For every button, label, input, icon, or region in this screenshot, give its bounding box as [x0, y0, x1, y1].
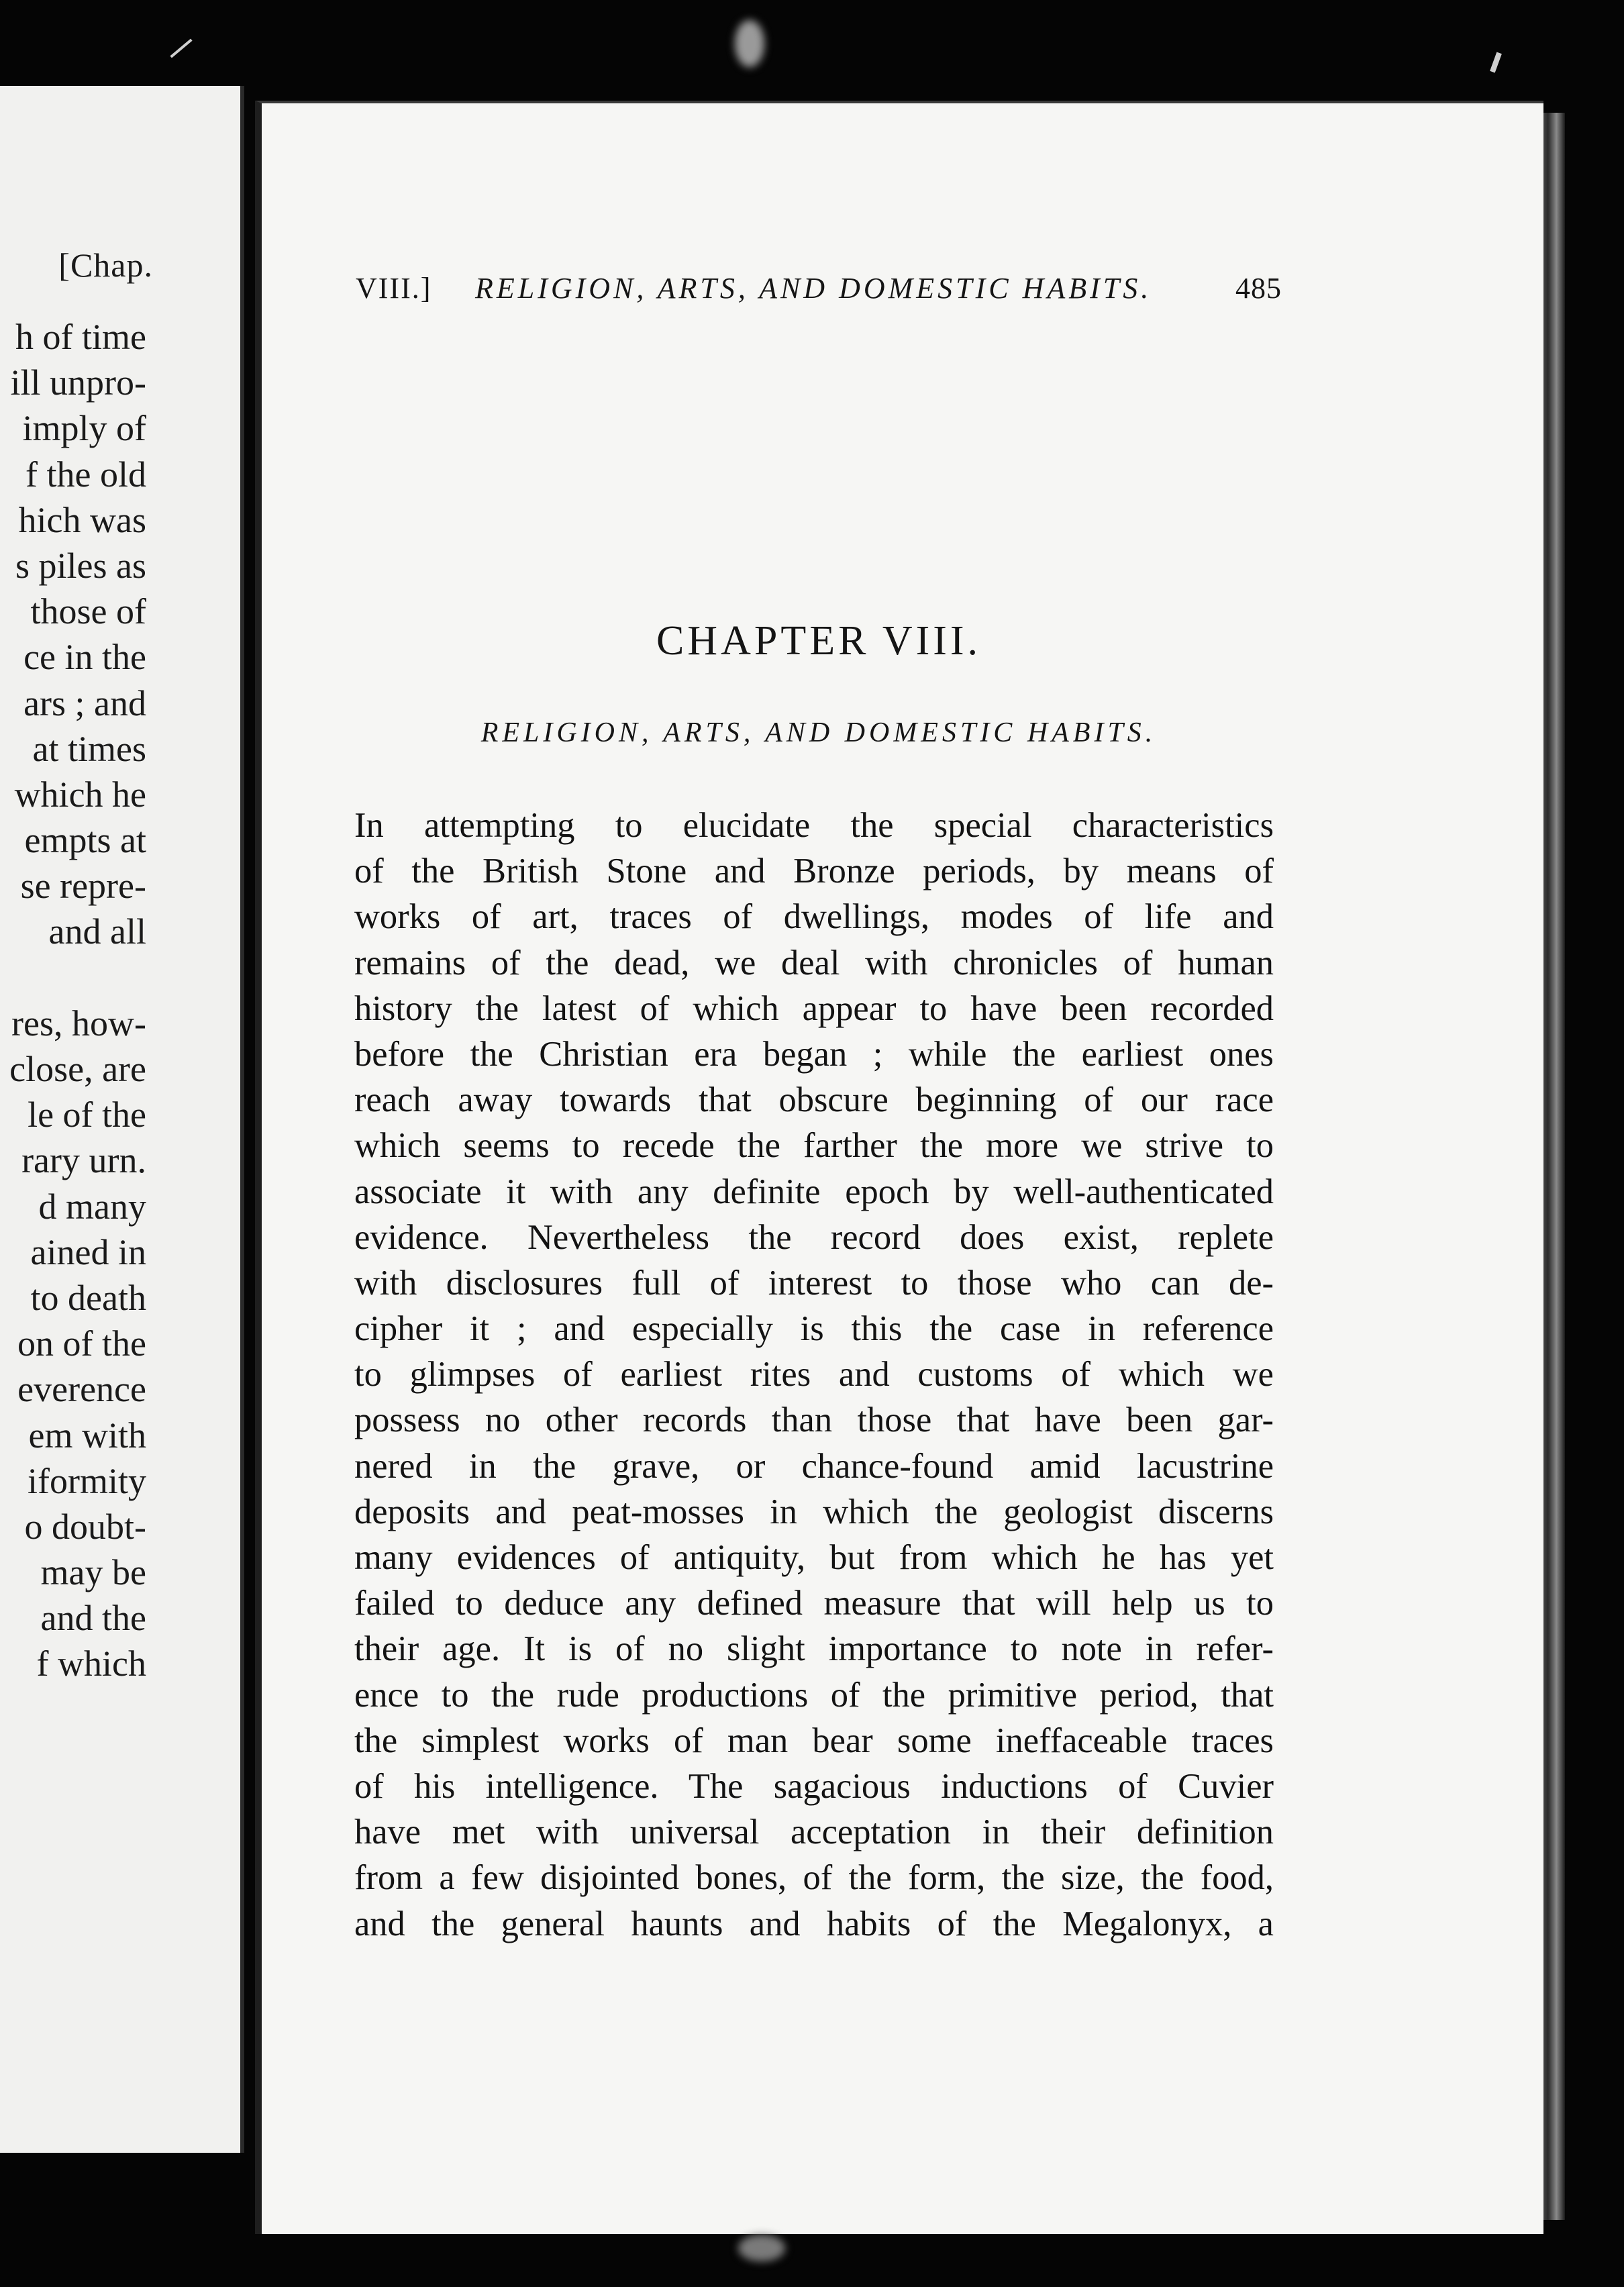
previous-page-line: at times: [32, 728, 146, 769]
previous-page-line: ce in the: [23, 637, 146, 678]
chapter-heading: CHAPTER VIII.: [656, 618, 982, 664]
previous-page-line: le of the: [28, 1095, 146, 1135]
text-line: works of art, traces of dwellings, modes of life and: [354, 897, 1274, 937]
chapter-title: RELIGION, ARTS, AND DOMESTIC HABITS.: [480, 717, 1157, 748]
text-line: nered in the grave, or chance-found amid lacustrine: [354, 1446, 1274, 1486]
previous-page-line: may be: [40, 1552, 146, 1593]
text-line: have met with universal acceptation in their definition: [354, 1813, 1274, 1852]
previous-page-line: rary urn.: [21, 1140, 146, 1181]
text-line: of the British Stone and Bronze periods, by means of: [354, 852, 1274, 891]
scan-mark: [1490, 52, 1502, 73]
text-line: their age. It is of no slight importance to note in refer-: [354, 1629, 1274, 1669]
previous-page-line: ill unpro-: [10, 362, 146, 403]
text-line: cipher it ; and especially is this the case in reference: [354, 1309, 1274, 1349]
text-line: ence to the rude productions of the primitive period, that: [354, 1675, 1274, 1715]
previous-page-header: [Chap.: [58, 246, 153, 284]
text-line: associate it with any definite epoch by well-authenticated: [354, 1172, 1274, 1211]
text-line: of his intelligence. The sagacious inductions of Cuvier: [354, 1766, 1274, 1806]
previous-page-line: s piles as: [15, 545, 146, 586]
text-line: from a few disjointed bones, of the form, the size, the food,: [354, 1858, 1274, 1898]
scan-smudge: [735, 20, 764, 67]
text-line: many evidences of antiquity, but from which he has yet: [354, 1538, 1274, 1577]
text-line: history the latest of which appear to have been recorded: [354, 988, 1274, 1028]
previous-page-line: ars ; and: [23, 682, 146, 723]
text-line: and the general haunts and habits of the Megalonyx, a: [354, 1904, 1274, 1943]
previous-page-line: and the: [40, 1598, 146, 1639]
previous-page-line: everence: [17, 1369, 146, 1410]
previous-page-line: res, how-: [11, 1003, 146, 1044]
body-paragraph: [354, 803, 1274, 1947]
text-line: evidence. Nevertheless the record does exist, replete: [354, 1217, 1274, 1257]
text-line: possess no other records than those that have been gar-: [354, 1401, 1274, 1440]
previous-page-text: [9, 314, 146, 1687]
text-line: In attempting to elucidate the special characteristics: [354, 806, 1274, 845]
text-line: remains of the dead, we deal with chronicles of human: [354, 943, 1274, 982]
text-line: deposits and peat-mosses in which the geologist discerns: [354, 1492, 1274, 1531]
previous-page-line: close, are: [9, 1049, 146, 1089]
previous-page-line: and all: [48, 911, 146, 952]
running-head: [356, 271, 1282, 311]
previous-page-line: em with: [28, 1415, 146, 1456]
previous-page-line: o doubt-: [24, 1506, 146, 1547]
previous-page-line: se repre-: [20, 866, 146, 907]
previous-page-line: hich was: [18, 499, 146, 540]
previous-page-line: f the old: [26, 454, 146, 495]
text-line: to glimpses of earliest rites and customs of which we: [354, 1355, 1274, 1394]
running-head-chapter: VIII.]: [356, 272, 432, 305]
text-line: with disclosures full of interest to those who can de-: [354, 1263, 1274, 1303]
text-line: before the Christian era began ; while the earliest ones: [354, 1034, 1274, 1074]
previous-page-line: f which: [36, 1643, 146, 1684]
scan-smudge: [738, 2235, 785, 2261]
previous-page-line: ained in: [30, 1231, 146, 1272]
previous-page-line: h of time: [15, 317, 146, 357]
previous-page-fragment: [0, 86, 244, 2153]
text-line: reach away towards that obscure beginning of our race: [354, 1080, 1274, 1120]
previous-page-line: iformity: [28, 1460, 146, 1501]
text-line: the simplest works of man bear some ineffaceable traces: [354, 1721, 1274, 1760]
text-line: failed to deduce any defined measure that will help us to: [354, 1584, 1274, 1623]
text-line: which seems to recede the farther the more we strive to: [354, 1126, 1274, 1166]
previous-page-line: [9, 955, 146, 1001]
previous-page-line: on of the: [17, 1323, 146, 1364]
running-head-title: RELIGION, ARTS, AND DOMESTIC HABITS.: [475, 272, 1152, 305]
page-number: 485: [1235, 272, 1282, 305]
previous-page-line: to death: [30, 1277, 146, 1318]
previous-page-line: d many: [38, 1186, 146, 1227]
previous-page-line: imply of: [22, 408, 146, 449]
previous-page-line: empts at: [24, 820, 146, 861]
previous-page-line: which he: [14, 774, 146, 815]
scan-mark: [170, 39, 192, 58]
previous-page-line: those of: [30, 591, 146, 632]
